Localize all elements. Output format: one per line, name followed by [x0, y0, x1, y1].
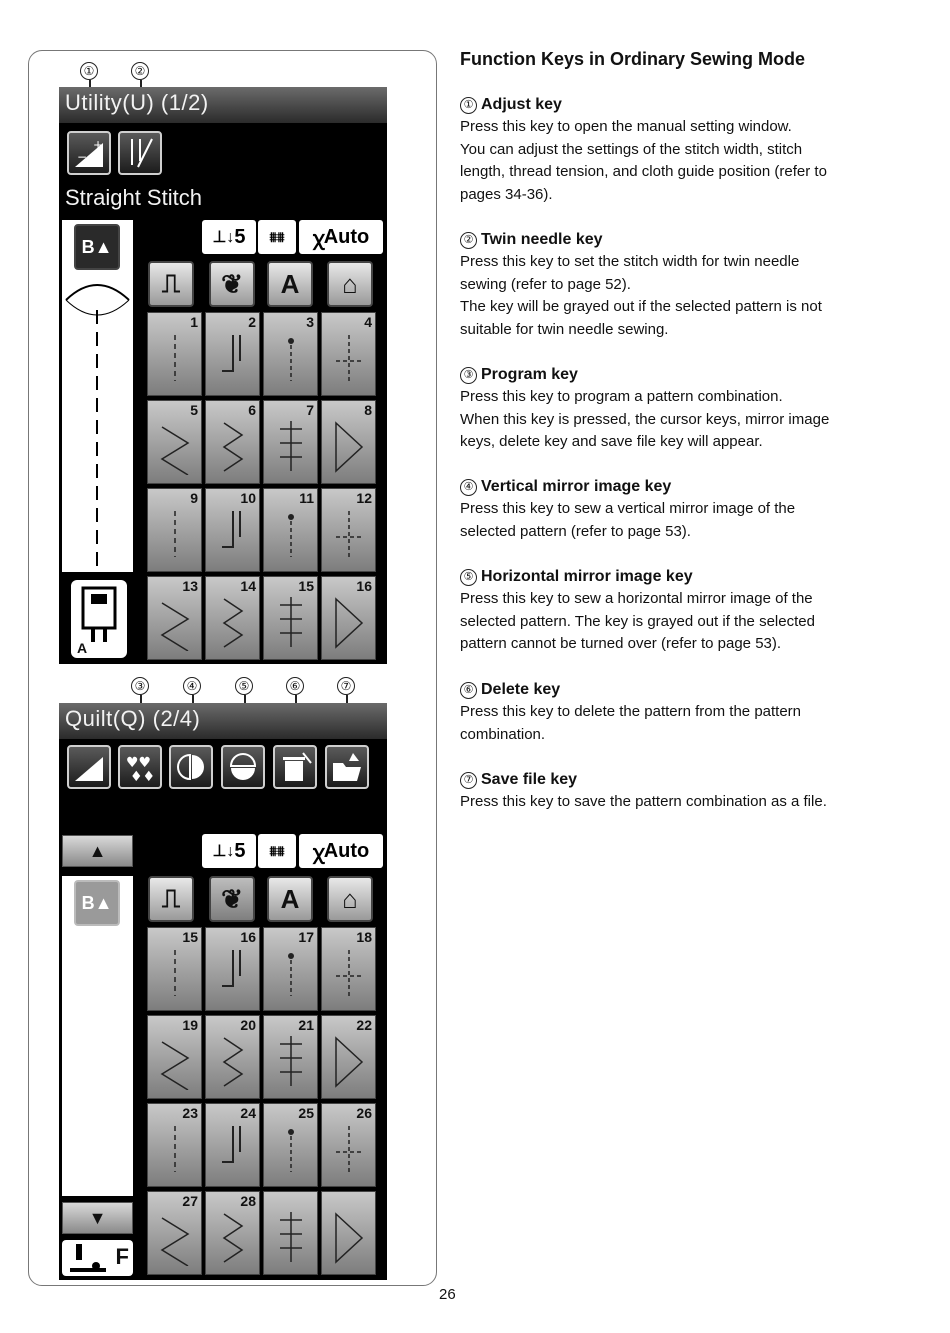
- stitch-pattern-icon: [332, 946, 366, 1002]
- svg-text:♥♥: ♥♥: [126, 755, 152, 771]
- pattern-number: 25: [298, 1105, 314, 1121]
- pattern-number: 7: [306, 402, 314, 418]
- presser-foot-panel: [71, 580, 127, 658]
- screen-title: Quilt(Q) (2/4): [59, 703, 387, 739]
- utility-pattern-key[interactable]: [147, 400, 202, 484]
- stitch-name: Straight Stitch: [65, 185, 202, 210]
- svg-text:−: −: [77, 150, 88, 164]
- foot-height-badge: [202, 834, 256, 868]
- section-title: [460, 94, 880, 116]
- section-text-line: selected pattern. The key is grayed out if the selected: [460, 612, 815, 630]
- section-7: [460, 769, 880, 814]
- utility-screen: [59, 87, 387, 664]
- stitch-pattern-icon: [216, 419, 250, 475]
- category-utility-icon[interactable]: ⎍: [148, 261, 194, 307]
- presser-foot-icon: [66, 1242, 116, 1274]
- stitch-pattern-icon: [274, 1210, 308, 1266]
- stitch-pattern-icon: [274, 946, 308, 1002]
- pattern-number: 15: [182, 929, 198, 945]
- svg-text:♦♦: ♦♦: [130, 769, 156, 785]
- utility-pattern-key[interactable]: [147, 576, 202, 660]
- callout-number: ①: [460, 97, 477, 114]
- callout-5: ⑤: [235, 677, 253, 695]
- section-4: [460, 476, 880, 543]
- section-title: [460, 679, 880, 701]
- quilt-pattern-key[interactable]: [147, 927, 202, 1011]
- pattern-number: 26: [356, 1105, 372, 1121]
- pattern-number: 14: [240, 578, 256, 594]
- pattern-number: 10: [240, 490, 256, 506]
- preview-mode-icon[interactable]: B▲: [74, 880, 120, 926]
- stitch-pattern-icon: [332, 1210, 366, 1266]
- horizontal-mirror-icon: [225, 749, 261, 785]
- pattern-number: 1: [190, 314, 198, 330]
- presser-foot-icon: [71, 580, 127, 644]
- section-text-line: combination.: [460, 725, 546, 743]
- utility-pattern-key[interactable]: [205, 576, 260, 660]
- pattern-number: 2: [248, 314, 256, 330]
- tension-icon: ꭓ: [312, 841, 324, 864]
- quilt-pattern-key[interactable]: [263, 1191, 318, 1275]
- utility-pattern-key[interactable]: [263, 312, 318, 396]
- save-folder-icon: [329, 749, 365, 785]
- adjust-icon: [71, 749, 107, 785]
- category-letters-icon[interactable]: A: [267, 876, 313, 922]
- stitch-pattern-icon: [274, 1034, 308, 1090]
- stitch-pattern-icon: [274, 1122, 308, 1178]
- stitch-pattern-icon: [158, 1034, 192, 1090]
- category-shirt-icon[interactable]: ⌂: [327, 876, 373, 922]
- quilt-pattern-key[interactable]: [147, 1015, 202, 1099]
- svg-text:+: +: [93, 138, 104, 152]
- pattern-grid: [147, 927, 376, 1275]
- quilt-pattern-key[interactable]: [205, 1103, 260, 1187]
- twin-needle-icon: [122, 135, 158, 171]
- section-text-line: keys, delete key and save file key will appear.: [460, 433, 763, 450]
- presser-foot-letter: A: [77, 640, 88, 656]
- section-title: [460, 476, 880, 498]
- section-text-line: Press this key to save the pattern combination as a file.: [460, 793, 827, 810]
- pattern-number: 21: [298, 1017, 314, 1033]
- program-key[interactable]: [118, 745, 162, 789]
- quilt-pattern-key[interactable]: [321, 1191, 376, 1275]
- pattern-number: 12: [356, 490, 372, 506]
- stitch-pattern-icon: [216, 1210, 250, 1266]
- stitch-pattern-icon: [158, 331, 192, 387]
- pattern-number: 6: [248, 402, 256, 418]
- stitch-pattern-icon: [332, 1034, 366, 1090]
- utility-pattern-key[interactable]: [263, 576, 318, 660]
- category-shirt-icon[interactable]: ⌂: [327, 261, 373, 307]
- trash-icon: [277, 749, 313, 785]
- pattern-number: 27: [182, 1193, 198, 1209]
- section-1: [460, 94, 880, 206]
- callout-1: ①: [80, 62, 98, 80]
- section-title: [460, 566, 880, 588]
- section-5: [460, 566, 880, 656]
- scroll-up-button[interactable]: ▲: [62, 835, 133, 867]
- callout-number: ⑥: [460, 682, 477, 699]
- pattern-number: 24: [240, 1105, 256, 1121]
- section-title: [460, 769, 880, 791]
- quilt-pattern-key[interactable]: [321, 927, 376, 1011]
- pattern-grid: [147, 312, 376, 660]
- stitch-pattern-icon: [158, 1210, 192, 1266]
- stitch-pattern-icon: [216, 507, 250, 563]
- adjust-icon: [71, 135, 107, 171]
- section-text-line: Press this key to delete the pattern from the pattern: [460, 703, 802, 720]
- pattern-number: 15: [298, 578, 314, 594]
- foot-height-badge: [202, 220, 256, 254]
- section-3: [460, 364, 880, 454]
- scroll-down-button[interactable]: ▼: [62, 1202, 133, 1234]
- quilt-pattern-key[interactable]: [205, 927, 260, 1011]
- stitch-pattern-icon: [332, 595, 366, 651]
- section-text-line: pages 34-36).: [460, 185, 553, 203]
- quilt-pattern-key[interactable]: [263, 1103, 318, 1187]
- stitch-pattern-icon: [216, 595, 250, 651]
- utility-pattern-key[interactable]: [321, 488, 376, 572]
- page-number: 26: [439, 1286, 456, 1303]
- quilt-pattern-key[interactable]: [147, 1103, 202, 1187]
- stitch-pattern-icon: [332, 419, 366, 475]
- foot-height-value: 5: [234, 839, 246, 862]
- quilt-pattern-key[interactable]: [147, 1191, 202, 1275]
- vertical-mirror-icon: [173, 749, 209, 785]
- stitch-pattern-icon: [216, 1034, 250, 1090]
- stitch-pattern-icon: [274, 595, 308, 651]
- callout-2: ②: [131, 62, 149, 80]
- section-title-text: Twin needle key: [481, 231, 603, 248]
- section-text-line: Press this key to sew a horizontal mirror image of the: [460, 590, 813, 607]
- utility-pattern-key[interactable]: [147, 312, 202, 396]
- foot-icon: ⊥↓: [212, 229, 235, 246]
- callout-number: ⑦: [460, 772, 477, 789]
- pattern-number: 22: [356, 1017, 372, 1033]
- utility-pattern-key[interactable]: [205, 488, 260, 572]
- utility-pattern-key[interactable]: [321, 576, 376, 660]
- delete-key[interactable]: [273, 745, 317, 789]
- pattern-number: 13: [182, 578, 198, 594]
- adjust-key[interactable]: [67, 131, 111, 175]
- stitch-pattern-icon: [332, 331, 366, 387]
- pattern-number: 18: [356, 929, 372, 945]
- foot-height-value: 5: [234, 225, 246, 248]
- section-text-line: suitable for twin needle sewing.: [460, 320, 669, 338]
- stitch-preview-panel: [62, 876, 133, 1196]
- utility-pattern-key[interactable]: [321, 400, 376, 484]
- section-text-line: selected pattern (refer to page 53).: [460, 522, 691, 540]
- stitch-pattern-icon: [216, 331, 250, 387]
- section-text-line: Press this key to sew a vertical mirror image of the: [460, 500, 796, 517]
- quilt-pattern-key[interactable]: [263, 1015, 318, 1099]
- auto-tension-badge: [299, 220, 383, 254]
- callout-6: ⑥: [286, 677, 304, 695]
- quilt-pattern-key[interactable]: [263, 927, 318, 1011]
- twin-needle-key[interactable]: [118, 131, 162, 175]
- callout-number: ④: [460, 479, 477, 496]
- horizontal-mirror-key[interactable]: [221, 745, 265, 789]
- section-title-text: Delete key: [481, 681, 561, 698]
- auto-tension-badge: [299, 834, 383, 868]
- utility-pattern-key[interactable]: [205, 400, 260, 484]
- section-text-line: The key will be grayed out if the selected pattern is not: [460, 298, 822, 315]
- quilt-pattern-key[interactable]: [321, 1015, 376, 1099]
- section-title-text: Vertical mirror image key: [481, 478, 672, 495]
- pattern-number: 23: [182, 1105, 198, 1121]
- tension-icon: ꭓ: [312, 227, 324, 250]
- presser-foot-letter: F: [115, 1244, 129, 1269]
- stitch-pattern-icon: [158, 946, 192, 1002]
- section-text-line: sewing (refer to page 52).: [460, 275, 631, 293]
- callout-4: ④: [183, 677, 201, 695]
- vertical-mirror-key[interactable]: [169, 745, 213, 789]
- save-file-key[interactable]: [325, 745, 369, 789]
- feed-dog-badge: ⩩⩩: [258, 834, 296, 868]
- stitch-pattern-icon: [216, 946, 250, 1002]
- page-heading: Function Keys in Ordinary Sewing Mode: [460, 49, 806, 69]
- foot-icon: ⊥↓: [212, 843, 235, 860]
- pattern-number: 3: [306, 314, 314, 330]
- section-title: [460, 364, 880, 386]
- program-icon: [122, 749, 158, 785]
- stitch-pattern-icon: [216, 1122, 250, 1178]
- section-title: [460, 229, 880, 251]
- pattern-number: 17: [298, 929, 314, 945]
- utility-pattern-key[interactable]: [263, 488, 318, 572]
- utility-pattern-key[interactable]: [205, 312, 260, 396]
- pattern-number: 4: [364, 314, 372, 330]
- adjust-key[interactable]: [67, 745, 111, 789]
- quilt-pattern-key[interactable]: [205, 1191, 260, 1275]
- section-text-line: When this key is pressed, the cursor keys, mirror image: [460, 410, 830, 428]
- callout-number: ③: [460, 367, 477, 384]
- presser-foot-panel: [62, 1240, 133, 1276]
- stitch-pattern-icon: [158, 419, 192, 475]
- stitch-pattern-icon: [274, 331, 308, 387]
- pattern-number: 16: [356, 578, 372, 594]
- callout-7: ⑦: [337, 677, 355, 695]
- category-utility-icon[interactable]: ⎍: [148, 876, 194, 922]
- stitch-preview-icon: [62, 270, 133, 570]
- section-title-text: Horizontal mirror image key: [481, 568, 693, 585]
- stitch-pattern-icon: [274, 507, 308, 563]
- callout-number: ②: [460, 232, 477, 249]
- pattern-number: 9: [190, 490, 198, 506]
- category-decorative-icon[interactable]: ❦: [209, 876, 255, 922]
- section-title-text: Program key: [481, 366, 578, 383]
- section-text-line: Press this key to open the manual setting window.: [460, 118, 792, 135]
- section-text-line: pattern cannot be turned over (refer to page 53).: [460, 635, 782, 652]
- section-text-line: length, thread tension, and cloth guide position (refer to: [460, 163, 827, 180]
- quilt-pattern-key[interactable]: [205, 1015, 260, 1099]
- section-text-line: Press this key to program a pattern combination.: [460, 388, 783, 405]
- stitch-pattern-icon: [158, 1122, 192, 1178]
- stitch-preview-panel: [62, 220, 133, 572]
- stitch-pattern-icon: [332, 507, 366, 563]
- pattern-number: 5: [190, 402, 198, 418]
- auto-label: Auto: [323, 839, 370, 862]
- preview-mode-icon[interactable]: B▲: [74, 224, 120, 270]
- utility-pattern-key[interactable]: [147, 488, 202, 572]
- utility-pattern-key[interactable]: [263, 400, 318, 484]
- category-letters-icon[interactable]: A: [267, 261, 313, 307]
- auto-label: Auto: [323, 225, 370, 248]
- category-decorative-icon[interactable]: ❦: [209, 261, 255, 307]
- feed-dog-badge: ⩩⩩: [258, 220, 296, 254]
- section-title-text: Adjust key: [481, 96, 562, 113]
- section-6: [460, 679, 880, 746]
- stitch-pattern-icon: [332, 1122, 366, 1178]
- pattern-number: 28: [240, 1193, 256, 1209]
- screen-title: Utility(U) (1/2): [59, 87, 387, 123]
- pattern-number: 16: [240, 929, 256, 945]
- pattern-number: 11: [299, 490, 314, 506]
- section-text-line: You can adjust the settings of the stitch width, stitch: [460, 140, 803, 158]
- section-text-line: Press this key to set the stitch width for twin needle: [460, 253, 800, 270]
- callout-number: ⑤: [460, 569, 477, 586]
- pattern-number: 20: [240, 1017, 256, 1033]
- stitch-pattern-icon: [158, 595, 192, 651]
- pattern-number: 8: [364, 402, 372, 418]
- section-title-text: Save file key: [481, 771, 578, 788]
- quilt-pattern-key[interactable]: [321, 1103, 376, 1187]
- quilt-screen: [59, 703, 387, 1280]
- stitch-pattern-icon: [274, 419, 308, 475]
- section-2: [460, 229, 880, 341]
- utility-pattern-key[interactable]: [321, 312, 376, 396]
- pattern-number: 19: [182, 1017, 198, 1033]
- callout-3: ③: [131, 677, 149, 695]
- stitch-pattern-icon: [158, 507, 192, 563]
